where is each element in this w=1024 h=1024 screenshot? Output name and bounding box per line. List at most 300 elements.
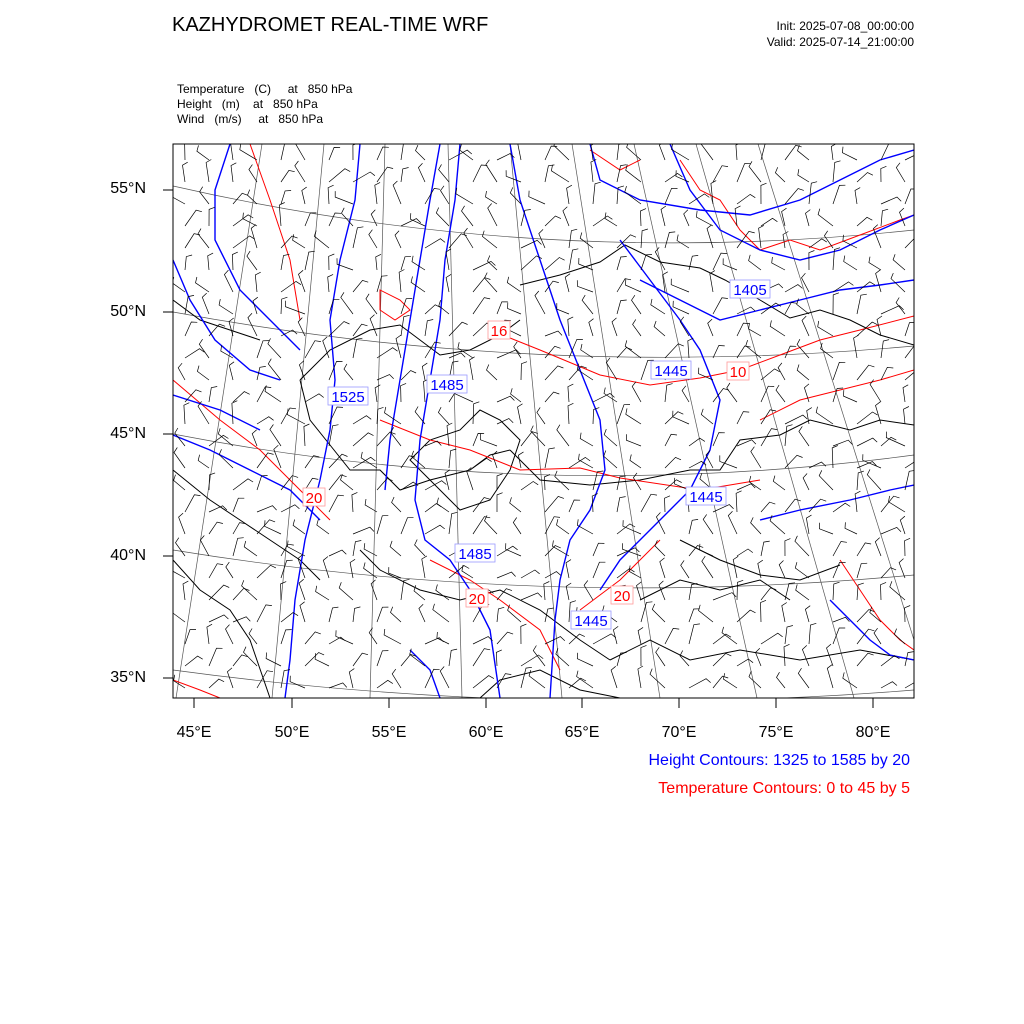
valid-time: Valid: 2025-07-14_21:00:00	[766, 35, 914, 49]
wind-barb	[749, 671, 761, 688]
wind-barb	[613, 626, 618, 644]
wind-barb	[545, 331, 562, 336]
lat-label: 50°N	[110, 303, 146, 320]
wind-barb	[665, 434, 677, 446]
wind-barb	[521, 655, 543, 666]
wind-barb	[249, 165, 257, 182]
wind-barb	[611, 666, 617, 688]
wind-barb	[208, 253, 213, 270]
wind-barb	[497, 302, 508, 314]
wind-barb	[713, 166, 728, 182]
wind-barb	[349, 669, 354, 688]
wind-barb	[545, 346, 561, 358]
wind-barb	[336, 630, 353, 644]
wind-barb	[425, 239, 445, 248]
wind-barb	[821, 343, 833, 358]
wind-barb	[449, 449, 456, 468]
wind-barb	[655, 247, 665, 270]
field-name: Height	[177, 97, 212, 111]
wind-barb	[518, 452, 523, 468]
wind-barb	[439, 164, 449, 182]
wind-barb	[255, 272, 260, 292]
wind-barb	[809, 239, 827, 248]
wind-barb	[350, 559, 355, 578]
wind-barb	[545, 146, 557, 160]
wind-barb	[401, 371, 416, 381]
wind-barb	[329, 169, 350, 182]
wind-barb	[802, 645, 809, 666]
wind-barb	[497, 572, 516, 578]
wind-barb	[876, 270, 881, 292]
lat-label: 55°N	[110, 180, 146, 197]
wind-barb	[329, 362, 343, 381]
height-label: 1485	[430, 377, 464, 394]
wind-barb	[833, 582, 840, 600]
wind-barb	[875, 538, 881, 556]
wind-barb	[544, 475, 550, 491]
wind-barb	[737, 659, 753, 666]
wind-barb	[529, 191, 545, 204]
wind-barb	[377, 375, 394, 381]
wind-barb	[795, 536, 809, 556]
wind-barb	[569, 229, 577, 248]
wind-barb	[449, 512, 458, 534]
wind-barb	[425, 525, 445, 534]
wind-barb	[737, 484, 755, 490]
wind-barb	[497, 493, 503, 512]
wind-barb	[299, 270, 306, 292]
wind-barb	[761, 633, 783, 644]
wind-barb	[893, 254, 905, 270]
wind-barb	[185, 255, 192, 270]
wind-barb	[447, 423, 452, 446]
wind-barb	[185, 656, 203, 666]
wind-barb	[295, 139, 305, 160]
wind-barb	[761, 541, 770, 556]
wind-barb	[233, 523, 246, 534]
wind-barb	[544, 582, 550, 601]
wind-barb	[818, 209, 833, 226]
wind-barb	[329, 607, 338, 622]
wind-barb	[857, 563, 867, 578]
wind-barb	[761, 600, 767, 622]
wind-barb	[369, 628, 377, 644]
map-title: KAZHYDROMET REAL-TIME WRF	[172, 14, 489, 36]
wind-barb	[185, 495, 200, 512]
wind-barb	[671, 279, 689, 292]
wind-barb	[518, 140, 523, 160]
wind-barb	[353, 527, 374, 534]
wind-barb	[293, 520, 305, 535]
field-name: Wind	[177, 112, 205, 126]
wind-barb	[375, 385, 380, 402]
wind-barb	[557, 519, 570, 534]
wind-barb	[341, 474, 354, 490]
wind-barb	[257, 417, 274, 424]
wind-barb	[802, 316, 809, 336]
wind-barb	[818, 321, 833, 336]
wind-barb	[617, 186, 624, 204]
wind-barb	[612, 318, 617, 336]
wind-barb	[713, 346, 725, 359]
wind-barb	[736, 491, 742, 512]
wind-barb	[545, 496, 564, 512]
wind-barb	[545, 448, 555, 468]
wind-barb	[713, 593, 736, 600]
wind-barb	[761, 183, 767, 204]
wind-barb	[702, 556, 713, 578]
wind-barb	[449, 150, 472, 160]
wind-barb	[377, 680, 393, 688]
wind-barb	[904, 407, 909, 425]
wind-barb	[640, 209, 646, 226]
wind-barb	[641, 602, 652, 622]
wind-barb	[905, 679, 925, 688]
wind-barb	[569, 634, 585, 644]
wind-barb	[857, 173, 873, 183]
wind-barb	[395, 231, 401, 248]
wind-barb	[323, 557, 329, 579]
wind-barb	[713, 433, 725, 446]
wind-barb	[797, 365, 809, 381]
wind-barb	[202, 293, 209, 314]
wind-barb	[305, 394, 324, 402]
wind-barb	[881, 682, 897, 688]
wind-barb	[176, 538, 186, 556]
wind-barb	[353, 338, 362, 358]
wind-barb	[290, 676, 305, 688]
wind-barb	[605, 213, 617, 227]
wind-barb	[569, 457, 590, 468]
wind-barb	[371, 210, 377, 226]
wind-barb	[625, 186, 641, 204]
wind-barb	[641, 494, 657, 512]
wind-barb	[749, 255, 761, 270]
wind-barb	[521, 482, 538, 491]
wind-barb	[473, 298, 490, 314]
wind-barb	[401, 168, 409, 183]
wind-barb	[233, 588, 249, 600]
wind-barb	[584, 581, 593, 601]
wind-barb	[200, 536, 209, 557]
wind-barb	[300, 602, 305, 622]
wind-barb	[473, 649, 490, 666]
wind-barb	[219, 299, 233, 314]
wind-barb	[604, 429, 617, 446]
wind-barb	[593, 393, 615, 402]
wind-barb	[905, 345, 920, 358]
wind-barb	[785, 285, 803, 292]
wind-barb	[665, 496, 671, 512]
wind-barb	[733, 556, 738, 578]
wind-barb	[568, 384, 573, 402]
wind-barb	[617, 405, 630, 424]
wind-barb	[816, 407, 833, 424]
height-label: 1445	[689, 489, 723, 506]
height-label: 1445	[654, 363, 688, 380]
wind-barb	[566, 583, 571, 600]
wind-barb	[436, 585, 449, 601]
wind-barb	[795, 562, 809, 578]
wind-barb	[206, 160, 211, 183]
wind-barb	[896, 298, 905, 315]
height-label: 1405	[733, 282, 767, 299]
field-unit: (m)	[221, 97, 240, 111]
wind-barb	[329, 454, 348, 468]
temperature-contours	[173, 144, 914, 698]
wind-barb	[304, 424, 310, 446]
wind-barb	[232, 401, 237, 424]
wind-barb	[857, 653, 874, 666]
wind-barb	[881, 209, 888, 226]
wind-barb	[185, 210, 202, 226]
wind-barb	[545, 392, 559, 402]
wind-barb	[688, 338, 693, 358]
wind-barb	[593, 182, 601, 204]
wind-barb	[806, 515, 811, 534]
wind-barb	[881, 656, 900, 666]
wind-barb	[637, 582, 642, 600]
wind-barb	[377, 147, 389, 160]
wind-barb	[881, 306, 904, 314]
wind-barb	[440, 667, 449, 689]
wind-barb	[377, 167, 393, 182]
wind-barb	[401, 383, 407, 402]
lon-label: 55°E	[371, 724, 407, 741]
wind-barb	[393, 181, 401, 204]
wind-barb	[376, 254, 381, 270]
wind-barb	[537, 407, 545, 424]
wind-barb	[497, 632, 513, 644]
wind-barb	[665, 457, 681, 468]
wind-barb	[641, 229, 648, 248]
wind-barb	[425, 305, 441, 314]
wind-barb	[843, 672, 857, 688]
field-unit: (C)	[254, 82, 272, 96]
wind-barb	[593, 543, 604, 556]
wind-barb	[713, 253, 727, 270]
wind-barb	[279, 203, 284, 227]
wind-barb	[305, 632, 321, 644]
wind-barb	[392, 669, 401, 688]
wind-barb	[199, 339, 209, 358]
wind-barb	[209, 679, 224, 688]
wind-barb	[857, 217, 872, 226]
wind-barb	[252, 430, 257, 446]
wind-barb	[209, 435, 228, 446]
wind-barb	[353, 324, 368, 336]
wind-barb	[422, 363, 427, 380]
wind-barb	[785, 626, 793, 645]
wind-barb	[890, 581, 905, 600]
wind-barb	[487, 365, 498, 381]
wind-barb	[580, 433, 593, 446]
wind-barb	[233, 193, 248, 204]
wind-barb	[392, 497, 401, 512]
wind-barb	[285, 301, 305, 314]
wind-barb	[713, 298, 728, 314]
wind-barb	[174, 448, 185, 469]
wind-barb	[366, 294, 377, 314]
wind-barb	[497, 396, 514, 402]
wind-barbs	[169, 139, 926, 688]
wind-barb	[233, 655, 248, 666]
wind-barb	[867, 469, 881, 490]
wind-barb	[233, 479, 253, 490]
wind-barb	[630, 455, 641, 469]
wind-barb	[654, 321, 665, 336]
wind-barb	[401, 654, 416, 666]
wind-barb	[857, 294, 867, 314]
wind-barb	[244, 541, 257, 556]
wind-barb	[353, 227, 363, 248]
wind-barb	[842, 147, 857, 160]
wind-barb	[798, 169, 809, 182]
wind-barb	[779, 561, 785, 579]
wind-barb	[437, 498, 449, 512]
wind-barb	[819, 470, 833, 490]
wind-barb	[857, 471, 864, 490]
wind-barb	[684, 210, 689, 226]
wind-barb	[844, 256, 857, 270]
wind-barb	[799, 426, 809, 446]
wind-barb	[617, 300, 627, 314]
wind-barb	[889, 496, 906, 512]
wind-barb	[545, 258, 565, 271]
wind-barb	[728, 511, 737, 534]
wind-barb	[257, 671, 273, 688]
lon-label: 80°E	[855, 724, 891, 741]
wind-barb	[425, 320, 433, 337]
wind-barb	[344, 364, 353, 380]
wind-barb	[582, 295, 593, 314]
wind-barb	[281, 630, 292, 644]
wind-barb	[689, 519, 698, 534]
lon-label: 70°E	[661, 724, 697, 741]
wind-barb	[226, 625, 234, 644]
wind-barb	[233, 236, 255, 248]
wind-barb	[761, 369, 780, 380]
wind-barb	[641, 645, 647, 666]
wind-barb	[803, 474, 809, 491]
wind-barb	[295, 161, 305, 182]
wind-barb	[833, 617, 849, 622]
wind-barb	[749, 161, 761, 182]
wind-barb	[486, 160, 497, 182]
wind-barb	[317, 519, 329, 534]
wind-barb	[369, 230, 377, 248]
wind-barb	[305, 653, 324, 667]
wind-barb	[737, 164, 751, 182]
wind-barb	[589, 319, 594, 336]
wind-barb	[905, 538, 911, 556]
wind-barb	[462, 565, 473, 578]
wind-barb	[521, 624, 527, 644]
wind-barb	[776, 385, 785, 402]
wind-barb	[316, 586, 329, 600]
wind-barb	[401, 256, 411, 270]
wind-barb	[604, 388, 617, 402]
wind-barb	[699, 605, 714, 622]
lat-label: 35°N	[110, 669, 146, 686]
wind-barb	[569, 678, 586, 688]
wind-barb	[797, 339, 809, 358]
lat-label: 40°N	[110, 547, 146, 564]
wind-barb	[247, 251, 257, 270]
wind-barb	[857, 438, 877, 446]
wind-barb	[473, 402, 479, 424]
wind-barb	[626, 279, 642, 292]
wind-barb	[462, 206, 474, 226]
wind-barb	[200, 187, 209, 204]
wind-barb	[257, 506, 277, 512]
wind-barb	[449, 353, 465, 358]
wind-barb	[770, 320, 785, 336]
wind-barb	[371, 580, 377, 600]
wind-barb	[713, 389, 729, 403]
wind-barb	[521, 432, 538, 446]
wind-barb	[399, 270, 404, 293]
wind-barb	[727, 383, 737, 402]
wind-barb	[761, 502, 775, 512]
wind-barb	[521, 593, 542, 600]
wind-barb	[510, 497, 521, 512]
wind-barb	[197, 366, 209, 380]
wind-barb	[233, 392, 250, 402]
wind-barb	[703, 514, 713, 534]
wind-barb	[485, 515, 498, 534]
wind-barb	[353, 433, 374, 446]
wind-barb	[418, 163, 425, 182]
wind-barb	[617, 279, 631, 292]
wind-barb	[535, 291, 545, 314]
wind-barb	[482, 231, 497, 248]
wind-barb	[833, 440, 852, 446]
wind-barb	[632, 295, 642, 314]
wind-barb	[577, 519, 593, 534]
wind-barb	[638, 627, 643, 644]
wind-barb	[185, 349, 204, 358]
wind-barb	[425, 638, 444, 644]
wind-barb	[460, 144, 473, 160]
wind-barb	[857, 610, 874, 623]
wind-barb	[436, 208, 449, 227]
height-contours	[173, 144, 914, 698]
wind-barb	[557, 303, 569, 314]
wind-barb	[819, 523, 833, 534]
lon-label: 60°E	[468, 724, 504, 741]
wind-barb	[770, 515, 785, 534]
wind-barb	[185, 322, 197, 336]
wind-barb	[287, 409, 305, 425]
wind-barb	[689, 624, 700, 644]
wind-barb	[396, 335, 401, 358]
field-level: at 850 hPa	[287, 82, 353, 96]
wind-barb	[425, 188, 440, 204]
wind-barb	[281, 476, 298, 490]
wind-barb	[545, 637, 565, 644]
wind-barb	[231, 140, 236, 160]
wind-barb	[737, 194, 755, 204]
wind-barb	[281, 297, 287, 314]
wind-barb	[445, 470, 450, 490]
wind-barb	[329, 213, 341, 226]
wind-barb	[265, 385, 281, 402]
wind-barb	[545, 366, 563, 380]
wind-barb	[796, 584, 809, 600]
wind-barb	[775, 167, 785, 182]
wind-barb	[555, 471, 569, 490]
